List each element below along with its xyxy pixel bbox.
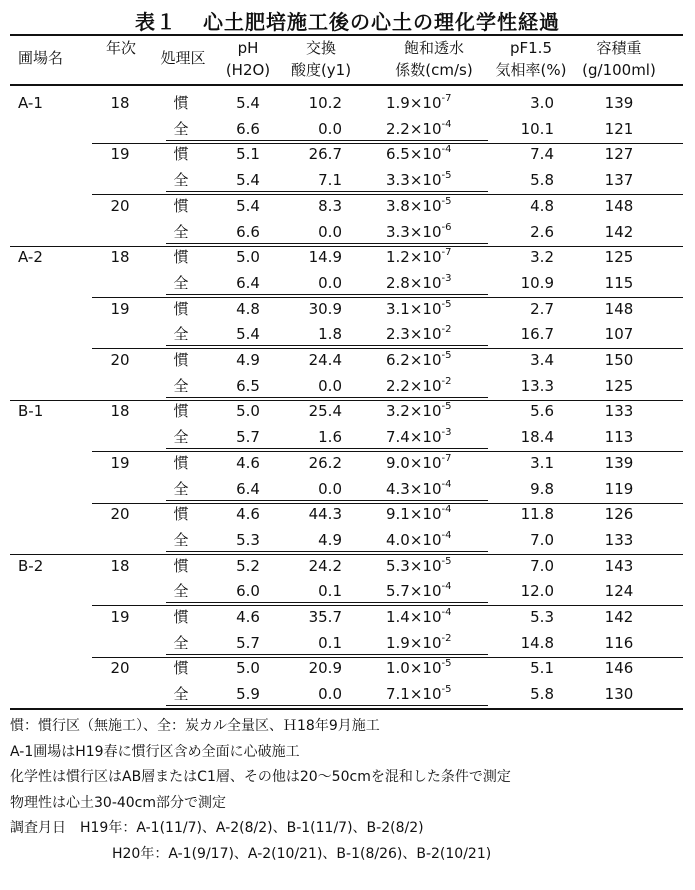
perm-exponent: -2 — [441, 375, 452, 387]
cell-treatment: 慣 — [173, 248, 189, 267]
cell-field: B-2 — [18, 556, 44, 575]
cell-ph: 4.6 — [236, 453, 260, 472]
header-pf-bottom: 気相率(%) — [495, 61, 567, 79]
row-underline — [166, 397, 488, 398]
cell-treatment: 全 — [173, 582, 189, 601]
cell-treatment: 全 — [173, 273, 189, 292]
cell-ph: 5.7 — [236, 633, 260, 652]
cell-year: 18 — [110, 94, 130, 112]
cell-perm — [386, 144, 496, 164]
cell-acidity: 0.0 — [318, 222, 342, 241]
table-number: 表１ — [135, 10, 177, 34]
perm-exponent: -5 — [441, 401, 452, 413]
table-caption: 心土肥培施工後の心土の理化学性経過 — [203, 10, 560, 34]
cell-vol: 119 — [604, 479, 634, 498]
cell-acidity: 20.9 — [308, 659, 342, 678]
perm-exponent: -3 — [441, 427, 452, 439]
row-underline — [166, 602, 488, 603]
perm-mantissa: 5.3×10 — [386, 556, 442, 575]
cell-field: A-2 — [18, 248, 43, 267]
header-ph-sub: (H2O) — [225, 61, 271, 79]
cell-pf: 3.0 — [530, 94, 554, 112]
cell-perm — [386, 658, 496, 678]
cell-perm — [386, 170, 496, 190]
perm-mantissa: 7.1×10 — [386, 685, 442, 704]
row-underline — [166, 448, 488, 449]
table-bottom-rule — [10, 708, 683, 710]
cell-treatment: 全 — [173, 119, 189, 138]
cell-ph: 5.4 — [236, 325, 260, 344]
cell-perm — [386, 401, 496, 421]
cell-acidity: 0.0 — [318, 479, 342, 498]
cell-perm — [386, 299, 496, 319]
row-underline — [166, 243, 488, 244]
cell-pf: 3.2 — [530, 248, 554, 267]
perm-exponent: -5 — [441, 195, 452, 207]
row-underline — [166, 140, 488, 141]
perm-mantissa: 6.2×10 — [386, 351, 442, 369]
perm-mantissa: 1.4×10 — [386, 608, 442, 626]
note-survey-dates-h19: 調査月日 H19年：A-1(11/7)、A-2(8/2)、B-1(11/7)、B-2(8/2) — [10, 820, 424, 836]
cell-vol: 127 — [604, 145, 634, 164]
perm-mantissa: 2.3×10 — [386, 325, 442, 344]
cell-acidity: 14.9 — [308, 248, 342, 267]
cell-pf: 4.8 — [530, 196, 554, 215]
table-top-rule — [10, 34, 683, 36]
header-year: 年次 — [105, 39, 136, 57]
perm-mantissa: 9.1×10 — [386, 505, 442, 524]
cell-pf: 18.4 — [520, 428, 554, 447]
cell-vol: 115 — [604, 273, 634, 292]
perm-mantissa: 3.3×10 — [386, 222, 442, 241]
cell-treatment: 全 — [173, 479, 189, 498]
cell-year: 19 — [110, 608, 130, 626]
note-survey-dates-h20: H20年：A-1(9/17)、A-2(10/21)、B-1(8/26)、B-2(10/21) — [112, 846, 492, 862]
cell-acidity: 1.8 — [318, 325, 342, 344]
perm-mantissa: 9.0×10 — [386, 453, 442, 472]
cell-perm — [386, 479, 496, 499]
perm-mantissa: 5.7×10 — [386, 582, 442, 601]
cell-treatment: 慣 — [173, 402, 189, 421]
cell-perm — [386, 273, 496, 293]
cell-perm — [386, 350, 496, 370]
cell-pf: 5.3 — [530, 608, 554, 626]
cell-perm — [386, 607, 496, 627]
cell-perm — [386, 376, 496, 396]
cell-year: 20 — [110, 351, 130, 369]
cell-acidity: 0.0 — [318, 119, 342, 138]
table-title — [0, 6, 695, 35]
cell-year: 20 — [110, 196, 130, 215]
cell-acidity: 0.0 — [318, 273, 342, 292]
cell-vol: 133 — [604, 402, 634, 421]
cell-ph: 5.1 — [236, 145, 260, 164]
cell-perm — [386, 633, 496, 653]
cell-pf: 10.9 — [520, 273, 554, 292]
header-ph: pH — [237, 39, 259, 57]
perm-exponent: -4 — [441, 504, 452, 516]
perm-exponent: -2 — [441, 324, 452, 336]
cell-pf: 3.1 — [530, 453, 554, 472]
cell-acidity: 26.7 — [308, 145, 342, 164]
perm-exponent: -6 — [441, 221, 452, 233]
cell-ph: 4.6 — [236, 608, 260, 626]
cell-pf: 2.6 — [530, 222, 554, 241]
cell-acidity: 0.0 — [318, 685, 342, 704]
cell-vol: 142 — [604, 608, 634, 626]
cell-treatment: 慣 — [173, 351, 189, 369]
cell-pf: 7.0 — [530, 556, 554, 575]
perm-mantissa: 1.2×10 — [386, 248, 442, 267]
cell-acidity: 4.9 — [318, 530, 342, 549]
cell-ph: 6.4 — [236, 479, 260, 498]
cell-acidity: 0.1 — [318, 582, 342, 601]
perm-mantissa: 3.2×10 — [386, 402, 442, 421]
cell-pf: 13.3 — [520, 376, 554, 395]
perm-mantissa: 1.0×10 — [386, 659, 442, 678]
cell-perm — [386, 222, 496, 242]
cell-year: 19 — [110, 299, 130, 318]
cell-acidity: 0.0 — [318, 376, 342, 395]
perm-exponent: -5 — [441, 684, 452, 696]
cell-vol: 150 — [604, 351, 634, 369]
perm-exponent: -4 — [441, 478, 452, 490]
cell-treatment: 全 — [173, 325, 189, 344]
cell-treatment: 慣 — [173, 299, 189, 318]
row-underline — [166, 654, 488, 655]
cell-acidity: 30.9 — [308, 299, 342, 318]
perm-mantissa: 2.8×10 — [386, 273, 442, 292]
cell-vol: 121 — [604, 119, 634, 138]
perm-exponent: -7 — [441, 247, 452, 259]
cell-ph: 4.8 — [236, 299, 260, 318]
cell-treatment: 慣 — [173, 659, 189, 678]
cell-pf: 9.8 — [530, 479, 554, 498]
perm-exponent: -5 — [441, 170, 452, 182]
cell-pf: 2.7 — [530, 299, 554, 318]
cell-ph: 6.6 — [236, 222, 260, 241]
cell-pf: 16.7 — [520, 325, 554, 344]
cell-pf: 5.8 — [530, 171, 554, 190]
cell-treatment: 慣 — [173, 505, 189, 524]
header-perm-bottom: 係数(cm/s) — [395, 61, 473, 79]
header-vol-top: 容積重 — [596, 39, 642, 57]
cell-field: B-1 — [18, 402, 44, 421]
cell-year: 18 — [110, 248, 130, 267]
cell-vol: 148 — [604, 196, 634, 215]
cell-ph: 5.0 — [236, 402, 260, 421]
cell-perm — [386, 427, 496, 447]
perm-mantissa: 3.8×10 — [386, 196, 442, 215]
cell-acidity: 7.1 — [318, 171, 342, 190]
cell-pf: 3.4 — [530, 351, 554, 369]
perm-exponent: -5 — [441, 298, 452, 310]
cell-vol: 125 — [604, 248, 634, 267]
perm-mantissa: 2.2×10 — [386, 376, 442, 395]
cell-treatment: 全 — [173, 685, 189, 704]
cell-treatment: 慣 — [173, 94, 189, 112]
cell-acidity: 35.7 — [308, 608, 342, 626]
cell-treatment: 全 — [173, 222, 189, 241]
perm-mantissa: 7.4×10 — [386, 428, 442, 447]
note-legend: 慣：慣行区（無施工）、全：炭カル全量区、Ｈ18年9月施工 — [10, 718, 380, 734]
perm-exponent: -5 — [441, 555, 452, 567]
cell-acidity: 10.2 — [308, 94, 342, 112]
cell-ph: 6.4 — [236, 273, 260, 292]
cell-perm — [386, 556, 496, 576]
header-perm-top: 飽和透水 — [403, 39, 464, 57]
cell-pf: 5.8 — [530, 685, 554, 704]
cell-vol: 142 — [604, 222, 634, 241]
cell-acidity: 8.3 — [318, 196, 342, 215]
cell-ph: 5.2 — [236, 556, 260, 575]
cell-ph: 5.4 — [236, 94, 260, 112]
cell-vol: 113 — [604, 428, 634, 447]
cell-treatment: 慣 — [173, 145, 189, 164]
cell-perm — [386, 93, 496, 113]
note-chemical: 化学性は慣行区はAB層またはC1層、その他は20～50cmを混和した条件で測定 — [10, 769, 511, 785]
cell-acidity: 0.1 — [318, 633, 342, 652]
row-underline — [166, 345, 488, 346]
cell-ph: 6.5 — [236, 376, 260, 395]
perm-exponent: -5 — [441, 658, 452, 670]
cell-treatment: 慣 — [173, 453, 189, 472]
cell-ph: 4.9 — [236, 351, 260, 369]
perm-mantissa: 1.9×10 — [386, 94, 442, 112]
perm-exponent: -2 — [441, 632, 452, 644]
cell-acidity: 25.4 — [308, 402, 342, 421]
header-bottom-rule — [10, 84, 683, 86]
cell-vol: 133 — [604, 530, 634, 549]
cell-acidity: 1.6 — [318, 428, 342, 447]
cell-vol: 146 — [604, 659, 634, 678]
cell-perm — [386, 581, 496, 601]
note-subsoiling: A-1圃場はH19春に慣行区含め全面に心破施工 — [10, 744, 300, 760]
cell-perm — [386, 684, 496, 704]
cell-year: 18 — [110, 556, 130, 575]
header-pf-top: pF1.5 — [509, 39, 552, 57]
cell-treatment: 全 — [173, 428, 189, 447]
cell-vol: 148 — [604, 299, 634, 318]
cell-vol: 143 — [604, 556, 634, 575]
perm-mantissa: 3.3×10 — [386, 171, 442, 190]
cell-perm — [386, 119, 496, 139]
cell-vol: 116 — [604, 633, 634, 652]
perm-mantissa: 4.0×10 — [386, 530, 442, 549]
cell-vol: 124 — [604, 582, 634, 601]
cell-pf: 7.4 — [530, 145, 554, 164]
cell-acidity: 24.4 — [308, 351, 342, 369]
cell-treatment: 全 — [173, 633, 189, 652]
cell-vol: 107 — [604, 325, 634, 344]
cell-ph: 6.6 — [236, 119, 260, 138]
perm-exponent: -4 — [441, 607, 452, 618]
cell-treatment: 全 — [173, 171, 189, 190]
cell-ph: 5.9 — [236, 685, 260, 704]
header-acidity-bottom: 酸度(y1) — [290, 61, 352, 79]
cell-pf: 5.6 — [530, 402, 554, 421]
cell-treatment: 全 — [173, 530, 189, 549]
cell-pf: 11.8 — [520, 505, 554, 524]
cell-year: 19 — [110, 145, 130, 164]
cell-ph: 5.4 — [236, 196, 260, 215]
header-vol-bottom: (g/100ml) — [582, 61, 656, 79]
perm-mantissa: 4.3×10 — [386, 479, 442, 498]
cell-year: 20 — [110, 659, 130, 678]
cell-pf: 5.1 — [530, 659, 554, 678]
cell-vol: 130 — [604, 685, 634, 704]
cell-perm — [386, 247, 496, 267]
perm-mantissa: 6.5×10 — [386, 145, 442, 164]
perm-mantissa: 3.1×10 — [386, 299, 442, 318]
header-field: 圃場名 — [18, 49, 64, 67]
cell-acidity: 44.3 — [308, 505, 342, 524]
perm-mantissa: 2.2×10 — [386, 119, 442, 138]
header-treatment: 処理区 — [160, 49, 206, 67]
cell-year: 18 — [110, 402, 130, 421]
cell-ph: 5.0 — [236, 248, 260, 267]
row-underline — [166, 191, 488, 192]
cell-treatment: 慣 — [173, 608, 189, 626]
perm-exponent: -4 — [441, 581, 452, 593]
header-acidity-top: 交換 — [305, 39, 336, 57]
cell-treatment: 慣 — [173, 556, 189, 575]
cell-perm — [386, 324, 496, 344]
cell-pf: 10.1 — [520, 119, 554, 138]
cell-vol: 126 — [604, 505, 634, 524]
cell-treatment: 慣 — [173, 196, 189, 215]
cell-treatment: 全 — [173, 376, 189, 395]
cell-perm — [386, 453, 496, 473]
cell-perm — [386, 530, 496, 550]
cell-vol: 139 — [604, 94, 634, 112]
perm-exponent: -4 — [441, 529, 452, 541]
perm-exponent: -4 — [441, 118, 452, 130]
cell-perm — [386, 196, 496, 216]
cell-ph: 5.4 — [236, 171, 260, 190]
cell-ph: 5.0 — [236, 659, 260, 678]
perm-exponent: -3 — [441, 272, 452, 284]
cell-year: 20 — [110, 505, 130, 524]
row-underline — [166, 705, 488, 706]
cell-ph: 6.0 — [236, 582, 260, 601]
cell-acidity: 24.2 — [308, 556, 342, 575]
cell-pf: 7.0 — [530, 530, 554, 549]
cell-pf: 12.0 — [520, 582, 554, 601]
cell-ph: 4.6 — [236, 505, 260, 524]
cell-vol: 125 — [604, 376, 634, 395]
row-underline — [166, 551, 488, 552]
perm-exponent: -7 — [441, 93, 452, 104]
cell-ph: 5.3 — [236, 530, 260, 549]
perm-mantissa: 1.9×10 — [386, 633, 442, 652]
perm-exponent: -7 — [441, 452, 452, 464]
cell-vol: 137 — [604, 171, 634, 190]
note-physical: 物理性は心土30-40cm部分で測定 — [10, 795, 227, 811]
cell-perm — [386, 504, 496, 524]
perm-exponent: -4 — [441, 144, 452, 156]
cell-field: A-1 — [18, 94, 43, 112]
row-underline — [166, 294, 488, 295]
cell-year: 19 — [110, 453, 130, 472]
perm-exponent: -5 — [441, 350, 452, 361]
cell-vol: 139 — [604, 453, 634, 472]
cell-ph: 5.7 — [236, 428, 260, 447]
cell-acidity: 26.2 — [308, 453, 342, 472]
row-underline — [166, 500, 488, 501]
cell-pf: 14.8 — [520, 633, 554, 652]
